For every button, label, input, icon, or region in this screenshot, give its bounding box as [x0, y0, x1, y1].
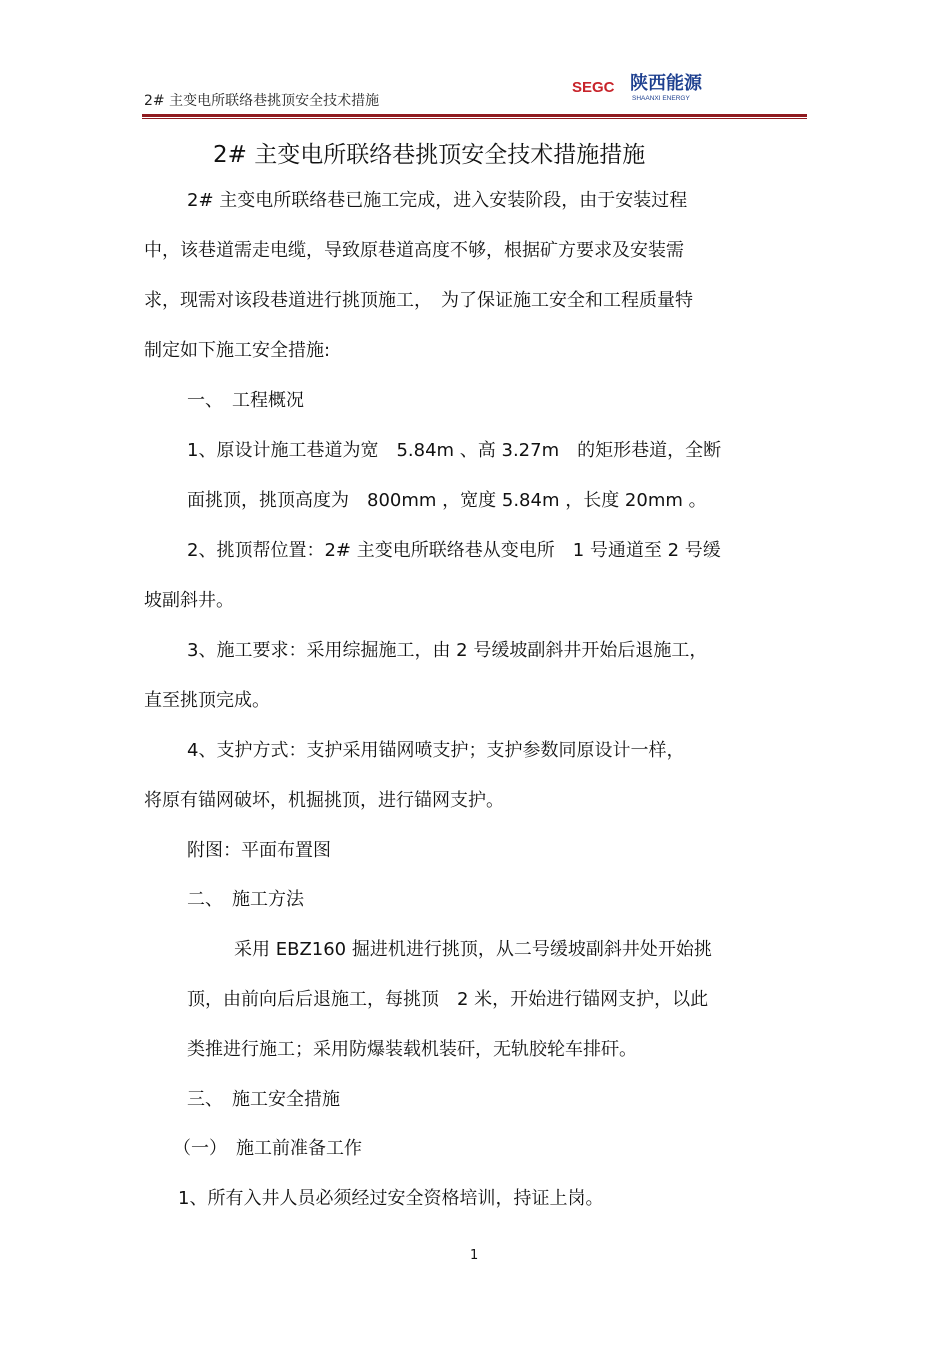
item-3-line-2: 直至挑顶完成。 — [144, 690, 270, 711]
item-3-line-1: 3、施工要求：采用综掘施工，由 2 号缓坡副斜井开始后退施工， — [187, 640, 708, 661]
item-1-line-2: 面挑顶，挑顶高度为 800mm ，宽度 5.84m ，长度 20mm 。 — [187, 490, 707, 511]
section-3-heading: 三、 施工安全措施 — [187, 1089, 340, 1110]
intro-line-4: 制定如下施工安全措施: — [144, 340, 331, 361]
subsection-1-heading: （一） 施工前准备工作 — [173, 1138, 362, 1159]
header-rule-thin — [142, 118, 807, 119]
intro-line-2: 中，该巷道需走电缆，导致原巷道高度不够，根据矿方要求及安装需 — [144, 240, 684, 261]
section-1-heading: 一、 工程概况 — [187, 390, 304, 411]
logo-en-text: SEGC — [572, 79, 615, 96]
header-rule-thick — [142, 114, 807, 117]
section-2-heading: 二、 施工方法 — [187, 889, 304, 910]
page-number: 1 — [470, 1248, 479, 1263]
running-header-title: 2# 主变电所联络巷挑顶安全技术措施 — [144, 93, 380, 109]
figure-reference: 附图：平面布置图 — [187, 840, 331, 861]
item-1-line-1: 1、原设计施工巷道为宽 5.84m 、高 3.27m 的矩形巷道，全断 — [187, 440, 722, 461]
method-line-3: 类推进行施工；采用防爆装载机装矸，无轨胶轮车排矸。 — [187, 1039, 637, 1060]
company-logo — [570, 67, 720, 107]
safety-item-1: 1、所有入井人员必须经过安全资格培训，持证上岗。 — [178, 1188, 604, 1209]
item-4-line-2: 将原有锚网破坏，机掘挑顶，进行锚网支护。 — [144, 790, 504, 811]
intro-line-3: 求，现需对该段巷道进行挑顶施工， 为了保证施工安全和工程质量特 — [144, 290, 693, 311]
intro-line-1: 2# 主变电所联络巷已施工完成，进入安装阶段，由于安装过程 — [187, 190, 688, 211]
method-line-2: 顶，由前向后后退施工，每挑顶 2 米，开始进行锚网支护，以此 — [187, 989, 709, 1010]
document-title: 2# 主变电所联络巷挑顶安全技术措施措施 — [213, 142, 646, 168]
logo-sub-text: SHAANXI ENERGY — [632, 95, 690, 102]
method-line-1: 采用 EBZ160 掘进机进行挑顶，从二号缓坡副斜井处开始挑 — [234, 939, 712, 960]
item-2-line-2: 坡副斜井。 — [144, 590, 234, 611]
logo-cn-text: 陕西能源 — [630, 73, 702, 94]
item-4-line-1: 4、支护方式：支护采用锚网喷支护；支护参数同原设计一样， — [187, 740, 685, 761]
item-2-line-1: 2、挑顶帮位置：2# 主变电所联络巷从变电所 1 号通道至 2 号缓 — [187, 540, 721, 561]
